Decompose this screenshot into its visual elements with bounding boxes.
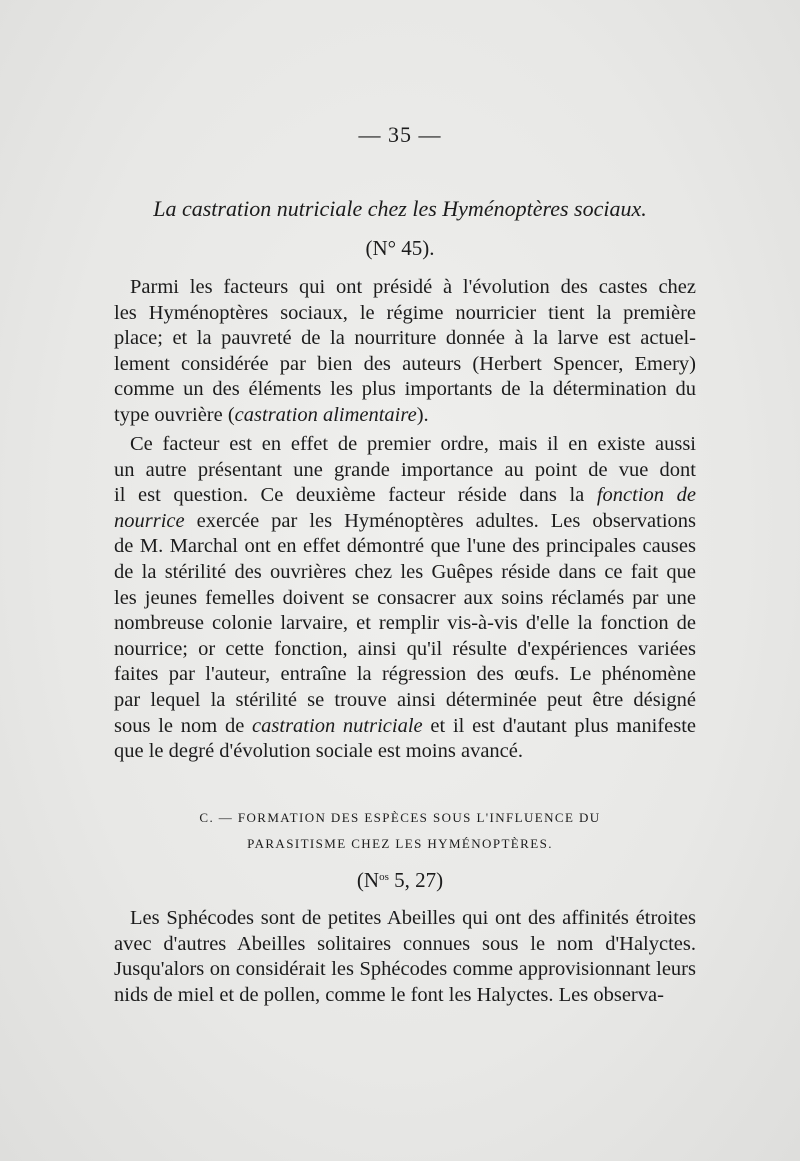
section-c-ref-suffix: 5, 27) [388, 868, 444, 892]
text-segment: sous le nom de [114, 714, 253, 737]
text-segment: il est question. Ce deuxième facteur réside dans la [114, 484, 597, 507]
text-line [114, 483, 696, 509]
text-line: place; et la pauvreté de la nourriture donnée à la larve est actuel- [114, 327, 696, 350]
text-line [114, 403, 696, 429]
text-segment: exercée par les Hyménoptères adultes. Les observations [184, 509, 696, 532]
section-c-heading-line-2: PARASITISME CHEZ LES HYMÉNOPTÈRES. [247, 836, 553, 851]
section-c-reference [0, 868, 800, 893]
text-line: Ce facteur est en effet de premier ordre, mais il en existe aussi [130, 433, 696, 455]
section-title: La castration nutriciale chez les Hyménoptères sociaux. [153, 196, 647, 221]
text-line: nourrice; or cette fonction, ainsi qu'il résulte d'expériences variées [114, 637, 696, 660]
page-number: — 35 — [358, 122, 442, 147]
section-c-heading-line-1: C. — FORMATION DES ESPÈCES SOUS L'INFLUENCE DU [199, 810, 601, 825]
text-line: que le degré d'évolution sociale est moins avancé. [114, 740, 523, 763]
text-segment: type ouvrière ( [114, 403, 235, 426]
text-line [114, 714, 696, 740]
text-line: par lequel la stérilité se trouve ainsi déterminée peut être désigné [114, 688, 696, 711]
text-segment: ). [416, 403, 429, 426]
text-segment: et il est d'autant plus manifeste [422, 714, 696, 737]
text-line: Parmi les facteurs qui ont présidé à l'évolution des castes chez [130, 276, 696, 298]
paragraph-castes [114, 275, 696, 429]
text-line: les Hyménoptères sociaux, le régime nourricier tient la première [114, 301, 696, 324]
section-c-ref-prefix: (N [356, 868, 380, 892]
italic-term: castration nutriciale [252, 714, 423, 737]
text-line: Jusqu'alors on considérait les Sphécodes comme approvisionnant leurs [114, 958, 696, 981]
text-line: de la stérilité des ouvrières chez les Guêpes réside dans ce fait que [114, 560, 696, 583]
text-line [114, 509, 696, 535]
text-line: les jeunes femelles doivent se consacrer aux soins réclamés par une [114, 586, 696, 609]
text-line: un autre présentant une grande importance au point de vue dont [114, 458, 696, 481]
text-line: faites par l'auteur, entraîne la régression des œufs. Le phénomène [114, 663, 696, 686]
italic-term: fonction de [596, 484, 696, 507]
paragraph-sphecodes [114, 906, 696, 1008]
text-line: nombreuse colonie larvaire, et remplir vis-à-vis d'elle la fonction de [114, 612, 696, 635]
text-line: lement considérée par bien des auteurs (Herbert Spencer, Emery) [114, 352, 696, 375]
text-line: nids de miel et de pollen, comme le font les Halyctes. Les observa- [114, 983, 664, 1006]
section-c-ref-superscript: os [379, 871, 389, 883]
text-line: avec d'autres Abeilles solitaires connues sous le nom d'Halyctes. [114, 932, 696, 955]
text-line: de M. Marchal ont en effet démontré que l'une des principales causes [114, 535, 696, 558]
italic-term: nourrice [114, 509, 185, 532]
text-line: Les Sphécodes sont de petites Abeilles qui ont des affinités étroites [130, 907, 696, 929]
italic-term: castration alimentaire [234, 403, 417, 426]
text-line: comme un des éléments les plus importants de la détermination du [114, 378, 696, 401]
section-reference: (N° 45). [365, 236, 435, 260]
paragraph-fonction-nourrice [114, 432, 696, 765]
